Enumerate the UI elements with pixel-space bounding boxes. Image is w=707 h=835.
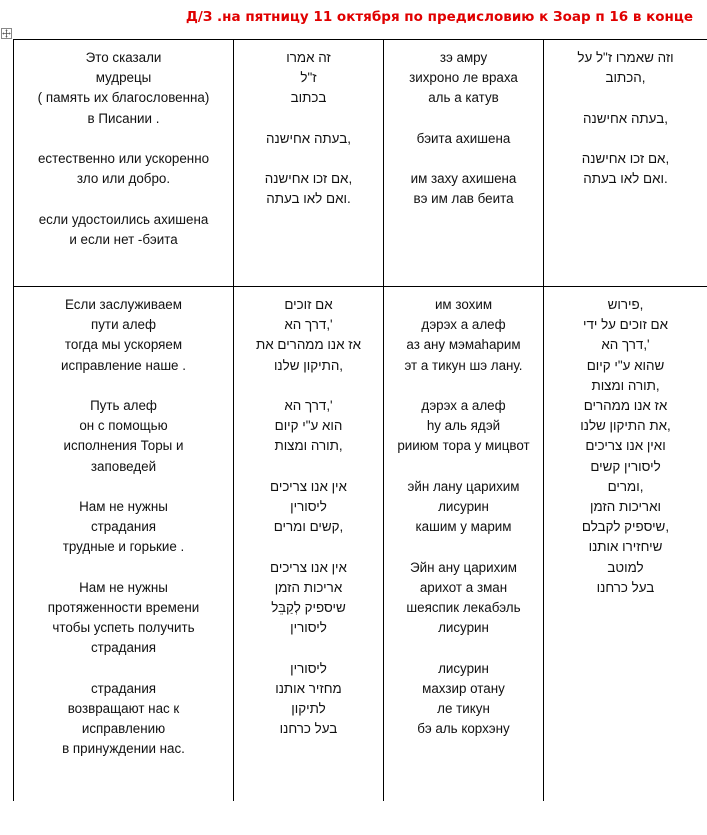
text-line: он с помощью xyxy=(79,418,168,434)
text-line: ליסורין קשים xyxy=(590,458,661,474)
text-line: שיחזירו אותנו xyxy=(588,539,663,555)
text-line: אם זוכים xyxy=(284,297,333,312)
text-block xyxy=(237,558,380,639)
text-line: בעל כרחנו xyxy=(596,579,655,595)
text-line: .ואם לאו בעתה xyxy=(583,171,668,187)
text-line: зэ амру xyxy=(439,50,488,65)
table-row xyxy=(14,287,707,802)
text-line: и если нет -бэита xyxy=(69,231,178,247)
text-block xyxy=(387,659,540,740)
text-block xyxy=(237,396,380,457)
text-line: шеяспик лекабэль xyxy=(406,600,521,615)
text-line: בכתוב xyxy=(290,90,327,106)
text-line: ,תורה ומצות xyxy=(274,438,343,454)
text-line: הוא ע"י קיום xyxy=(274,418,343,434)
text-line: аль а катув xyxy=(428,90,499,106)
transliteration-column-cell xyxy=(384,287,544,802)
text-line: тогда мы ускоряем xyxy=(64,337,183,353)
text-line: страдания xyxy=(90,680,157,696)
text-line: ליסורין xyxy=(290,660,327,676)
text-line: им заху ахишена xyxy=(410,171,517,187)
text-line: бэита ахишена xyxy=(416,130,511,146)
text-line: дэрэх а алеф xyxy=(421,317,506,333)
text-line: ,הכתוב xyxy=(605,70,646,86)
text-line: рииюм тора у мицвот xyxy=(397,438,530,454)
text-block xyxy=(547,295,704,598)
text-block xyxy=(237,129,380,149)
text-block xyxy=(387,558,540,639)
text-block xyxy=(17,210,230,250)
text-block xyxy=(237,48,380,109)
text-line: ',דרך הא xyxy=(601,337,650,353)
text-line: лисурин xyxy=(438,499,489,514)
text-line: чтобы успеть получить xyxy=(52,620,195,636)
text-line: естественно или ускоренно xyxy=(37,151,210,166)
text-block xyxy=(547,48,704,88)
text-line: Нам не нужны xyxy=(79,499,168,514)
text-block xyxy=(387,295,540,376)
text-line: в Писании . xyxy=(87,110,160,126)
text-line: ,התיקון שלנו xyxy=(273,357,344,373)
text-line: שיספיק לְקַבֵּל xyxy=(271,600,346,615)
text-line: ,ומרים xyxy=(607,478,644,494)
text-line: дэрэх а алеф xyxy=(421,398,506,413)
text-line: ליסורין xyxy=(290,620,327,636)
text-line: ,את התיקון שלנו xyxy=(580,418,671,434)
text-line: зихроно ле враха xyxy=(409,70,518,86)
text-line: кашим у марим xyxy=(415,519,512,535)
russian-column-cell xyxy=(14,287,234,802)
text-block xyxy=(17,48,230,129)
table-row xyxy=(14,40,707,287)
text-line: страдания xyxy=(90,519,157,535)
text-block xyxy=(17,497,230,558)
text-block xyxy=(237,295,380,376)
text-line: возвращают нас к xyxy=(67,701,180,716)
text-line: למוטב xyxy=(607,559,644,575)
text-line: протяженности времени xyxy=(47,600,200,615)
russian-column-cell xyxy=(14,40,234,287)
text-line: .ואם לאו בעתה xyxy=(266,191,351,207)
text-block xyxy=(387,477,540,538)
text-block xyxy=(237,477,380,538)
text-line: ( память их благословенна) xyxy=(37,90,210,106)
text-block xyxy=(17,679,230,760)
text-block xyxy=(17,149,230,189)
text-line: лисурин xyxy=(438,620,489,636)
text-block xyxy=(17,396,230,477)
text-line: ליסורין xyxy=(290,499,327,514)
text-line: бэ аль корхэну xyxy=(417,721,510,737)
text-line: ,שיספיק לקבלם xyxy=(581,519,670,535)
text-line: Путь алеф xyxy=(90,398,157,413)
text-line: ואריכות הזמן xyxy=(590,499,661,515)
text-line: ле тикун xyxy=(437,701,490,716)
text-line: эйн лану царихим xyxy=(407,478,520,494)
text-line: Нам не нужны xyxy=(79,579,168,595)
text-line: אז אנו ממהרים xyxy=(583,398,668,414)
text-block xyxy=(237,169,380,209)
text-line: вэ им лав беита xyxy=(413,191,514,207)
text-block xyxy=(387,129,540,149)
text-line: исправление наше . xyxy=(61,357,186,373)
text-line: им зохим xyxy=(434,297,493,312)
text-line: ,בעתה אחישנה xyxy=(266,130,351,146)
text-line: ,פירוש xyxy=(607,297,644,312)
move-arrows-icon[interactable] xyxy=(1,28,12,39)
text-line: страдания xyxy=(90,640,157,656)
hebrew-short-column-cell xyxy=(234,287,384,802)
text-line: אין אנו צריכים xyxy=(270,478,347,494)
text-line: מחזיר אותנו xyxy=(275,680,342,696)
transliteration-column-cell xyxy=(384,40,544,287)
text-line: ,קשים ומרים xyxy=(273,519,344,535)
translation-table xyxy=(13,39,707,801)
text-line: арихот а зман xyxy=(419,579,508,595)
text-line: эт а тикун шэ лану. xyxy=(404,357,523,373)
text-block xyxy=(17,295,230,376)
text-line: в принуждении нас. xyxy=(62,741,185,757)
text-line: ,תורה ומצות xyxy=(591,377,660,393)
text-line: заповедей xyxy=(90,458,157,474)
text-line: ,בעתה אחישנה xyxy=(583,110,668,126)
text-block xyxy=(237,659,380,740)
hebrew-short-column-cell xyxy=(234,40,384,287)
text-line: исполнения Торы и xyxy=(63,438,184,454)
text-line: пути алеф xyxy=(90,317,156,333)
text-line: Это сказали xyxy=(85,50,162,65)
text-line: זה אמרו xyxy=(286,50,331,65)
text-block xyxy=(387,169,540,209)
text-line: וזה שאמרו ז"ל על xyxy=(577,50,674,65)
text-line: зло или добро. xyxy=(76,171,171,187)
text-block xyxy=(387,48,540,109)
text-line: Эйн ану царихим xyxy=(410,559,517,575)
text-line: ',דרך הא xyxy=(284,398,333,413)
text-block xyxy=(387,396,540,457)
text-line: לתיקון xyxy=(291,701,326,716)
page-title: Д/З .на пятницу 11 октября по предисловию к Зоар п 16 в конце xyxy=(185,9,693,25)
text-line: исправлению xyxy=(81,721,166,737)
text-line: אריכות הזמן xyxy=(274,579,343,595)
text-line: аз ану мэмаhарим xyxy=(406,337,521,353)
text-line: махзир отану xyxy=(422,680,505,696)
text-line: трудные и горькие . xyxy=(62,539,185,555)
text-block xyxy=(17,578,230,659)
hebrew-full-column-cell xyxy=(544,287,707,802)
text-line: ,אם זכו אחישנה xyxy=(264,171,353,187)
text-block xyxy=(547,149,704,189)
text-line: лисурин xyxy=(438,660,489,676)
text-line: hу аль ядэй xyxy=(426,418,501,434)
text-block xyxy=(547,109,704,129)
text-line: мудрецы xyxy=(95,70,152,86)
text-line: אז אנו ממהרים את xyxy=(256,337,361,353)
text-line: אם זוכים על ידי xyxy=(582,317,669,333)
text-line: בעל כרחנו xyxy=(279,721,338,737)
text-line: ,אם זכו אחישנה xyxy=(581,150,670,166)
text-line: Если заслуживаем xyxy=(65,297,182,312)
hebrew-full-column-cell xyxy=(544,40,707,287)
text-line: ז"ל xyxy=(300,70,317,86)
text-line: ',דרך הא xyxy=(284,317,333,333)
text-line: שהוא ע"י קיום xyxy=(586,357,665,373)
text-line: если удостоились ахишена xyxy=(38,211,209,227)
text-line: ואין אנו צריכים xyxy=(585,438,666,454)
text-line: אין אנו צריכים xyxy=(270,559,347,575)
